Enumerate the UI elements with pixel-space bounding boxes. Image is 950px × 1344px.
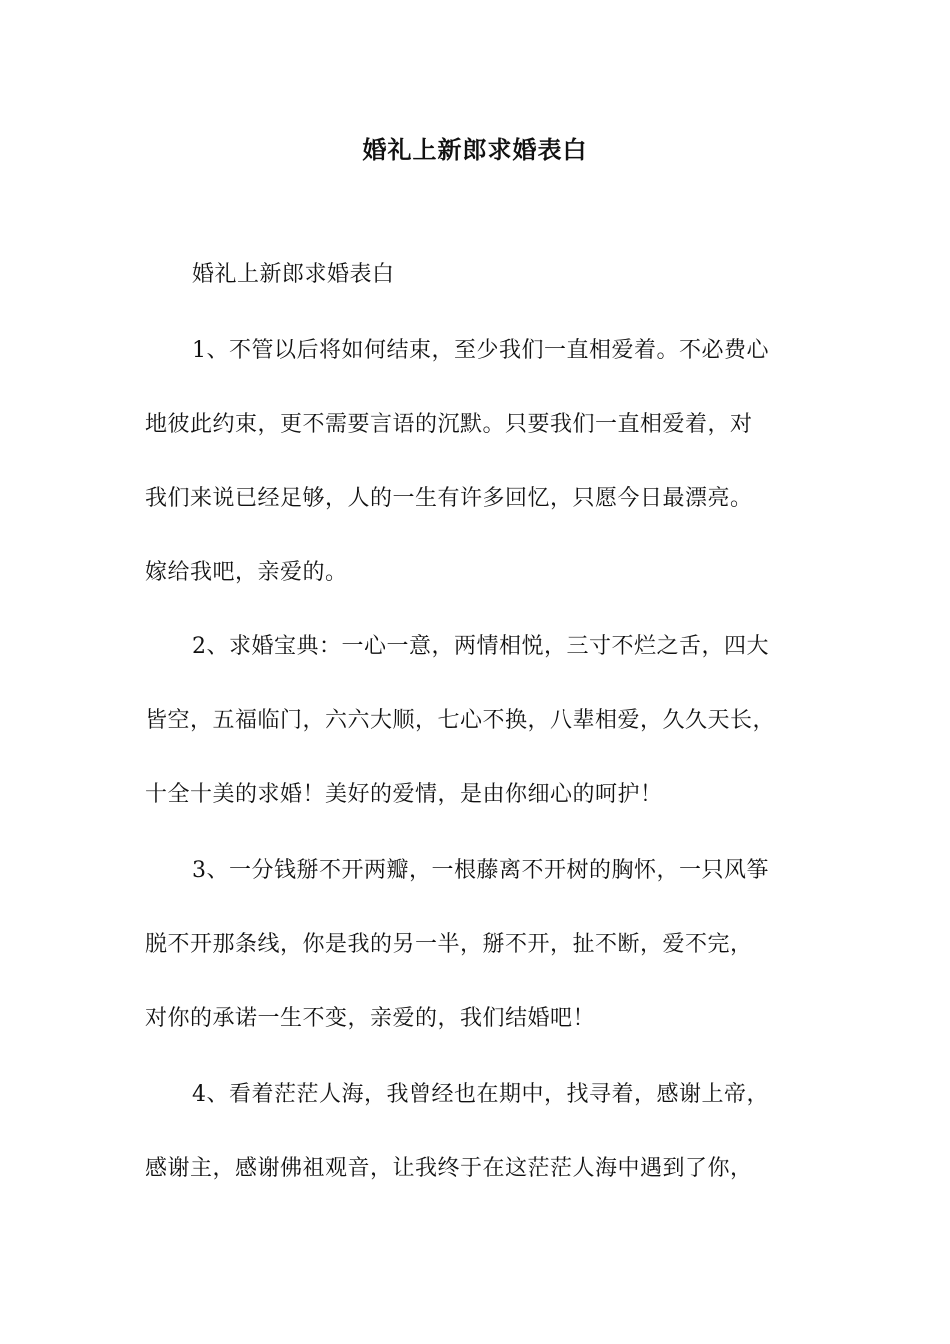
paragraph-4-line-1: 4、看着茫茫人海，我曾经也在期中，找寻着，感谢上帝， [192, 1082, 769, 1107]
paragraph-2-line-1: 2、求婚宝典：一心一意，两情相悦，三寸不烂之舌，四大 [192, 634, 769, 659]
paragraph-2-line-3: 十全十美的求婚！美好的爱情，是由你细心的呵护！ [145, 782, 663, 807]
paragraph-4-line-2: 感谢主，感谢佛祖观音，让我终于在这茫茫人海中遇到了你， [145, 1156, 753, 1181]
paragraph-1-line-4: 嫁给我吧，亲爱的。 [145, 560, 348, 585]
paragraph-1-line-2: 地彼此约束，更不需要言语的沉默。只要我们一直相爱着，对 [145, 412, 753, 437]
paragraph-3-line-2: 脱不开那条线，你是我的另一半，掰不开，扯不断，爱不完， [145, 932, 753, 957]
paragraph-3-line-1: 3、一分钱掰不开两瓣，一根藤离不开树的胸怀，一只风筝 [192, 858, 769, 883]
paragraph-1-line-1: 1、不管以后将如何结束，至少我们一直相爱着。不必费心 [192, 338, 769, 363]
paragraph-1-line-3: 我们来说已经足够，人的一生有许多回忆，只愿今日最漂亮。 [145, 486, 753, 511]
subtitle-line: 婚礼上新郎求婚表白 [192, 262, 395, 287]
paragraph-2-line-2: 皆空，五福临门，六六大顺，七心不换，八辈相爱，久久天长， [145, 708, 776, 733]
paragraph-3-line-3: 对你的承诺一生不变，亲爱的，我们结婚吧！ [145, 1006, 596, 1031]
document-title: 婚礼上新郎求婚表白 [362, 135, 588, 164]
